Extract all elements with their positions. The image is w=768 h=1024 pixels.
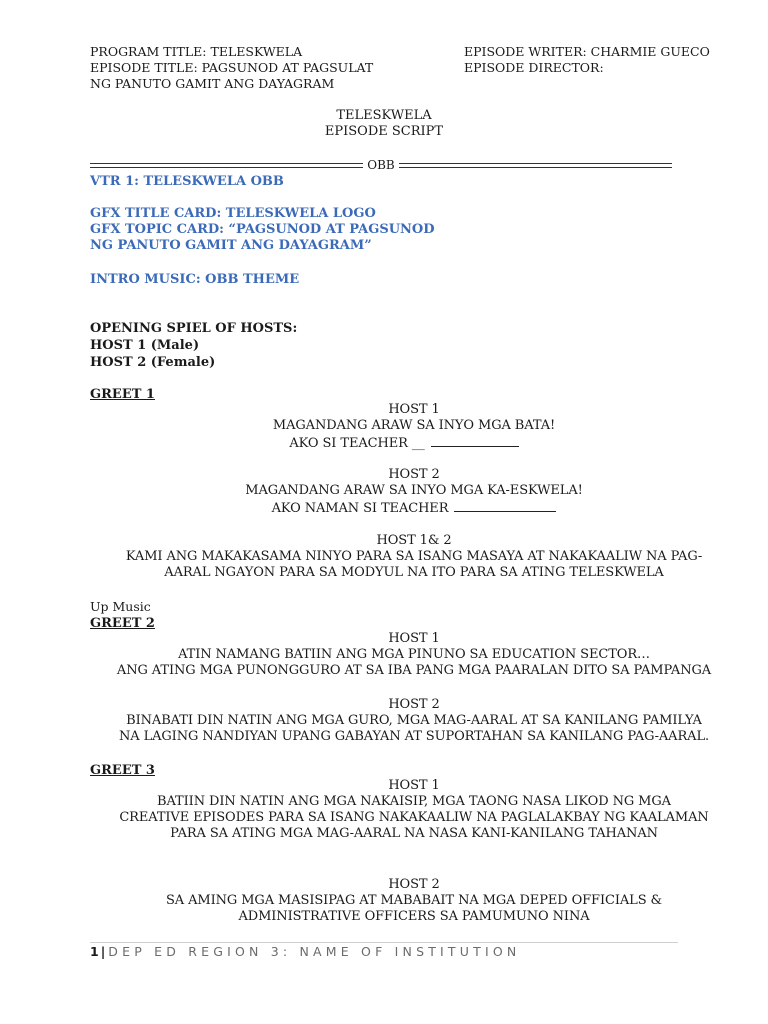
divider-rule-left — [90, 163, 363, 168]
document-title — [90, 108, 678, 140]
dialogue-line: NA LAGING NANDIYAN UPANG GABAYAN AT SUPORTAHAN SA KANILANG PAG-AARAL. — [118, 729, 710, 744]
greet2-host1 — [80, 631, 748, 679]
header-right — [464, 44, 710, 76]
greet3-host1 — [80, 778, 748, 842]
dialogue-line — [80, 499, 748, 517]
speaker-label: HOST 2 — [388, 697, 440, 712]
dialogue-line: ANG ATING MGA PUNONGGURO AT SA IBA PANG MGA PAARALAN DITO SA PAMPANGA — [116, 663, 712, 678]
cue-gfx-title-card: GFX TITLE CARD: TELESKWELA LOGO — [90, 206, 376, 221]
name-blank — [431, 434, 519, 447]
speaker-label: HOST 2 — [388, 467, 440, 482]
speaker-label: HOST 1 — [388, 402, 440, 417]
dialogue-text: AKO SI TEACHER __ — [289, 436, 425, 451]
cue-gfx-topic-line2: NG PANUTO GAMIT ANG DAYAGRAM” — [90, 238, 372, 253]
header-left — [90, 44, 460, 92]
greet1-label: GREET 1 — [90, 387, 155, 402]
obb-label: OBB — [367, 158, 395, 172]
divider-rule-right — [399, 163, 672, 168]
footer-divider — [90, 942, 678, 943]
dialogue-line: SA AMING MGA MASISIPAG AT MABABAIT NA MGA DEPED OFFICIALS & — [165, 893, 663, 908]
dialogue-line: BINABATI DIN NATIN ANG MGA GURO, MGA MAG-AARAL AT SA KANILANG PAMILYA — [126, 713, 702, 728]
greet1-hosts-both — [80, 533, 748, 581]
footer-separator: | — [100, 944, 106, 959]
episode-title-line2: NG PANUTO GAMIT ANG DAYAGRAM — [90, 76, 335, 91]
dialogue-line: ADMINISTRATIVE OFFICERS SA PAMUMUNO NINA — [238, 909, 590, 924]
opening-spiel-heading: OPENING SPIEL OF HOSTS: — [90, 321, 298, 336]
dialogue-line: MAGANDANG ARAW SA INYO MGA BATA! — [272, 418, 556, 433]
episode-title-line1: EPISODE TITLE: PAGSUNOD AT PAGSULAT — [90, 60, 374, 75]
cue-vtr1: VTR 1: TELESKWELA OBB — [90, 174, 284, 189]
up-music-cue: Up Music — [90, 599, 151, 614]
dialogue-line — [60, 434, 748, 452]
greet3-host2 — [80, 877, 748, 925]
greet1-host1 — [80, 402, 748, 452]
greet3-label: GREET 3 — [90, 763, 155, 778]
greet2-label: GREET 2 — [90, 616, 155, 631]
speaker-label: HOST 1 — [388, 778, 440, 793]
dialogue-line: BATIIN DIN NATIN ANG MGA NAKAISIP, MGA TAONG NASA LIKOD NG MGA — [157, 794, 671, 809]
page-number: 1 — [90, 944, 99, 959]
program-title: PROGRAM TITLE: TELESKWELA — [90, 44, 303, 59]
dialogue-line: AARAL NGAYON PARA SA MODYUL NA ITO PARA SA ATING TELESKWELA — [164, 565, 664, 580]
dialogue-line: KAMI ANG MAKAKASAMA NINYO PARA SA ISANG MASAYA AT NAKAKAALIW NA PAG- — [125, 549, 703, 564]
dialogue-line: MAGANDANG ARAW SA INYO MGA KA-ESKWELA! — [245, 483, 583, 498]
dialogue-text: AKO NAMAN SI TEACHER — [271, 501, 449, 516]
greet1-host2 — [80, 467, 748, 517]
greet2-host2 — [80, 697, 748, 745]
document-title-line1: TELESKWELA — [336, 108, 432, 123]
cue-intro-music: INTRO MUSIC: OBB THEME — [90, 272, 300, 287]
name-blank — [454, 499, 556, 512]
episode-writer: EPISODE WRITER: CHARMIE GUECO — [464, 44, 710, 59]
cue-gfx-topic-line1: GFX TOPIC CARD: “PAGSUNOD AT PAGSUNOD — [90, 222, 435, 237]
footer-institution: DEP ED REGION 3: NAME OF INSTITUTION — [108, 944, 521, 959]
page-footer — [90, 944, 520, 959]
episode-director: EPISODE DIRECTOR: — [464, 60, 604, 75]
dialogue-line: PARA SA ATING MGA MAG-AARAL NA NASA KANI-KANILANG TAHANAN — [170, 826, 658, 841]
obb-divider — [90, 158, 672, 172]
opening-host2: HOST 2 (Female) — [90, 355, 216, 370]
dialogue-line: ATIN NAMANG BATIIN ANG MGA PINUNO SA EDUCATION SECTOR… — [178, 647, 650, 662]
speaker-label: HOST 1& 2 — [376, 533, 452, 548]
document-title-line2: EPISODE SCRIPT — [324, 124, 444, 139]
opening-host1: HOST 1 (Male) — [90, 338, 200, 353]
speaker-label: HOST 1 — [388, 631, 440, 646]
speaker-label: HOST 2 — [388, 877, 440, 892]
dialogue-line: CREATIVE EPISODES PARA SA ISANG NAKAKAALIW NA PAGLALAKBAY NG KAALAMAN — [119, 810, 709, 825]
